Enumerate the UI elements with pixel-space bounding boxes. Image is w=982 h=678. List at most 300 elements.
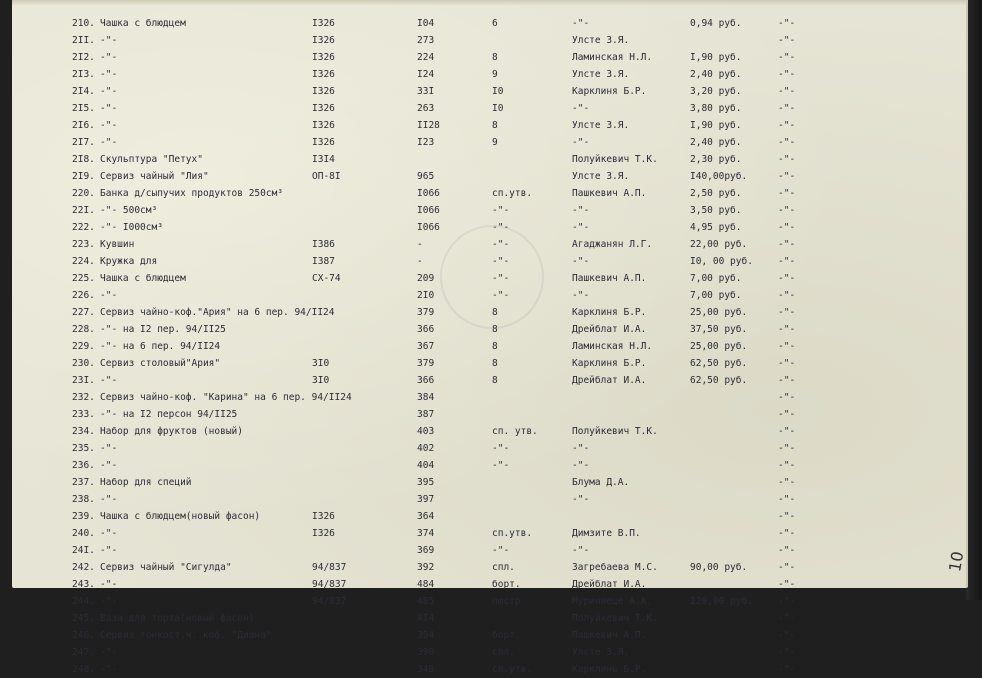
- author-name: -"-: [572, 460, 590, 471]
- author-name: -"-: [572, 545, 590, 556]
- article-code: I326: [312, 18, 335, 29]
- item-name: -"-: [100, 664, 118, 675]
- remark: -"-: [778, 273, 796, 284]
- row-number: 2I9.: [72, 171, 95, 182]
- price: 3,20 руб.: [690, 86, 742, 97]
- table-row: [12, 134, 968, 151]
- price: I0, 00 руб.: [690, 256, 753, 267]
- row-number: 22I.: [72, 205, 95, 216]
- item-name: Сервиз чайно-коф."Ария" на 6 пер. 94/II24: [100, 307, 335, 318]
- author-name: Пашкевич А.П.: [572, 273, 647, 284]
- row-number: 225.: [72, 273, 95, 284]
- item-name: Чашка с блюдцем: [100, 273, 186, 284]
- decoration-type: 9: [492, 137, 498, 148]
- table-row: [12, 219, 968, 236]
- author-name: Дрейблат И.А.: [572, 324, 647, 335]
- table-row: [12, 236, 968, 253]
- row-number: 239.: [72, 511, 95, 522]
- model-number: 374: [417, 528, 435, 539]
- price: 25,00 руб.: [690, 307, 748, 318]
- article-code: I326: [312, 86, 335, 97]
- model-number: 364: [417, 511, 435, 522]
- item-name: -"-: [100, 120, 118, 131]
- table-row: [12, 491, 968, 508]
- row-number: 226.: [72, 290, 95, 301]
- decoration-type: сп.утв.: [492, 664, 533, 675]
- row-number: 242.: [72, 562, 95, 573]
- decoration-type: I0: [492, 86, 504, 97]
- author-name: -"-: [572, 18, 590, 29]
- item-name: -"-: [100, 596, 118, 607]
- decoration-type: борт.: [492, 630, 521, 641]
- item-name: -"- 500см³: [100, 205, 158, 216]
- article-code: 3I0: [312, 358, 330, 369]
- model-number: 369: [417, 545, 435, 556]
- item-name: Набор для специй: [100, 477, 192, 488]
- model-number: I066: [417, 205, 440, 216]
- item-name: Набор для фруктов (новый): [100, 426, 243, 437]
- author-name: Карклиня Б.Р.: [572, 358, 647, 369]
- author-name: Пашкевич А.П.: [572, 630, 647, 641]
- article-code: I326: [312, 52, 335, 63]
- model-number: -: [417, 256, 423, 267]
- row-number: 244.: [72, 596, 95, 607]
- table-row: [12, 185, 968, 202]
- row-number: 236.: [72, 460, 95, 471]
- item-name: -"-: [100, 86, 118, 97]
- table-row: [12, 559, 968, 576]
- author-name: Полуйкевич Т.К.: [572, 426, 658, 437]
- table-row: [12, 83, 968, 100]
- author-name: Муриниеце А.А.: [572, 596, 653, 607]
- model-number: 2I0: [417, 290, 435, 301]
- row-number: 24I.: [72, 545, 95, 556]
- row-number: 2I6.: [72, 120, 95, 131]
- item-name: -"-: [100, 290, 118, 301]
- decoration-type: 8: [492, 52, 498, 63]
- page-number: 10: [945, 549, 968, 574]
- remark: -"-: [778, 171, 796, 182]
- price: 62,50 руб.: [690, 358, 748, 369]
- model-number: 366: [417, 324, 435, 335]
- author-name: -"-: [572, 205, 590, 216]
- decoration-type: сп. утв.: [492, 426, 538, 437]
- table-row: [12, 304, 968, 321]
- model-number: II28: [417, 120, 440, 131]
- decoration-type: сп.утв.: [492, 528, 533, 539]
- table-row: [12, 372, 968, 389]
- remark: -"-: [778, 664, 796, 675]
- row-number: 233.: [72, 409, 95, 420]
- table-row: [12, 474, 968, 491]
- article-code: I326: [312, 528, 335, 539]
- remark: -"-: [778, 188, 796, 199]
- decoration-type: 8: [492, 358, 498, 369]
- price: 0,94 руб.: [690, 18, 742, 29]
- remark: -"-: [778, 426, 796, 437]
- item-name: -"-: [100, 494, 118, 505]
- remark: -"-: [778, 358, 796, 369]
- table-row: [12, 644, 968, 661]
- item-name: Скульптура "Петух": [100, 154, 203, 165]
- table-row: [12, 338, 968, 355]
- author-name: Улсте З.Я.: [572, 647, 630, 658]
- item-name: Банка д/сыпучих продуктов 250см³: [100, 188, 284, 199]
- author-name: Ламинская Н.Л.: [572, 52, 653, 63]
- model-number: 379: [417, 307, 435, 318]
- table-row: [12, 270, 968, 287]
- price: 7,00 руб.: [690, 290, 742, 301]
- price: I40,00руб.: [690, 171, 748, 182]
- decoration-type: 9: [492, 69, 498, 80]
- author-name: Карклиня Б.Р.: [572, 307, 647, 318]
- price: I,90 руб.: [690, 52, 742, 63]
- item-name: -"- на 6 пер. 94/II24: [100, 341, 221, 352]
- table-row: [12, 440, 968, 457]
- author-name: Карклиня Б.Р.: [572, 86, 647, 97]
- price: 90,00 руб.: [690, 562, 748, 573]
- model-number: I04: [417, 18, 435, 29]
- table-row: [12, 525, 968, 542]
- author-name: Димзите В.П.: [572, 528, 641, 539]
- item-name: -"- I000см³: [100, 222, 163, 233]
- remark: -"-: [778, 18, 796, 29]
- remark: -"-: [778, 647, 796, 658]
- row-number: 238.: [72, 494, 95, 505]
- author-name: -"-: [572, 290, 590, 301]
- item-name: -"-: [100, 69, 118, 80]
- table-row: [12, 610, 968, 627]
- model-number: 395: [417, 477, 435, 488]
- price: 25,00 руб.: [690, 341, 748, 352]
- decoration-type: 8: [492, 341, 498, 352]
- row-number: 248.: [72, 664, 95, 675]
- remark: -"-: [778, 307, 796, 318]
- model-number: 4I4: [417, 613, 435, 624]
- item-name: -"-: [100, 443, 118, 454]
- price: 2,30 руб.: [690, 154, 742, 165]
- model-number: -: [417, 239, 423, 250]
- item-name: Ваза для торта(новый фасон): [100, 613, 255, 624]
- remark: -"-: [778, 256, 796, 267]
- remark: -"-: [778, 375, 796, 386]
- article-code: СХ-74: [312, 273, 341, 284]
- article-code: I387: [312, 256, 335, 267]
- row-number: 223.: [72, 239, 95, 250]
- remark: -"-: [778, 477, 796, 488]
- article-code: I326: [312, 120, 335, 131]
- author-name: Полуйкевич Т.К.: [572, 154, 658, 165]
- table-row: [12, 457, 968, 474]
- model-number: 390: [417, 647, 435, 658]
- author-name: -"-: [572, 494, 590, 505]
- row-number: 234.: [72, 426, 95, 437]
- author-name: Агаджанян Л.Г.: [572, 239, 653, 250]
- row-number: 220.: [72, 188, 95, 199]
- item-name: Кувшин: [100, 239, 135, 250]
- remark: -"-: [778, 630, 796, 641]
- item-name: Сервиз тонкост.ч. коф. "Диана": [100, 630, 272, 641]
- model-number: 367: [417, 341, 435, 352]
- model-number: I23: [417, 137, 435, 148]
- table-row: [12, 49, 968, 66]
- row-number: 229.: [72, 341, 95, 352]
- price: 62,50 руб.: [690, 375, 748, 386]
- item-name: Сервиз чайный "Сигулда": [100, 562, 232, 573]
- decoration-type: спл.: [492, 647, 515, 658]
- author-name: Ламинская Н.Л.: [572, 341, 653, 352]
- decoration-type: -"-: [492, 256, 510, 267]
- table-row: [12, 389, 968, 406]
- table-row: [12, 100, 968, 117]
- author-name: Полуйкевич Т.К.: [572, 613, 658, 624]
- item-name: -"-: [100, 137, 118, 148]
- remark: -"-: [778, 35, 796, 46]
- remark: -"-: [778, 120, 796, 131]
- remark: -"-: [778, 460, 796, 471]
- row-number: 2I4.: [72, 86, 95, 97]
- row-number: 23I.: [72, 375, 95, 386]
- model-number: 394: [417, 630, 435, 641]
- author-name: -"-: [572, 222, 590, 233]
- table-row: [12, 287, 968, 304]
- remark: -"-: [778, 103, 796, 114]
- item-name: Сервиз чайно-коф. "Карина" на 6 пер. 94/II24: [100, 392, 352, 403]
- row-number: 237.: [72, 477, 95, 488]
- decoration-type: I0: [492, 103, 504, 114]
- article-code: I3I4: [312, 154, 335, 165]
- remark: -"-: [778, 409, 796, 420]
- remark: -"-: [778, 562, 796, 573]
- row-number: 240.: [72, 528, 95, 539]
- article-code: 94/837: [312, 579, 347, 590]
- author-name: Улсте З.Я.: [572, 171, 630, 182]
- table-row: [12, 66, 968, 83]
- decoration-type: сп.утв.: [492, 188, 533, 199]
- row-number: 2I8.: [72, 154, 95, 165]
- remark: -"-: [778, 290, 796, 301]
- remark: -"-: [778, 545, 796, 556]
- author-name: -"-: [572, 137, 590, 148]
- price: 7,00 руб.: [690, 273, 742, 284]
- remark: -"-: [778, 494, 796, 505]
- author-name: Загребаева М.С.: [572, 562, 658, 573]
- remark: -"-: [778, 613, 796, 624]
- article-code: I326: [312, 69, 335, 80]
- remark: -"-: [778, 137, 796, 148]
- remark: -"-: [778, 86, 796, 97]
- table-row: [12, 406, 968, 423]
- row-number: 230.: [72, 358, 95, 369]
- decoration-type: -"-: [492, 460, 510, 471]
- remark: -"-: [778, 596, 796, 607]
- model-number: 33I: [417, 86, 435, 97]
- author-name: Улсте З.Я.: [572, 120, 630, 131]
- decoration-type: люстр: [492, 596, 521, 607]
- table-row: [12, 627, 968, 644]
- row-number: 2II.: [72, 35, 95, 46]
- author-name: Дрейблат И.А.: [572, 375, 647, 386]
- document-page: [12, 0, 968, 675]
- table-row: [12, 202, 968, 219]
- decoration-type: 8: [492, 120, 498, 131]
- article-code: I326: [312, 35, 335, 46]
- decoration-type: -"-: [492, 205, 510, 216]
- model-number: 348: [417, 664, 435, 675]
- row-number: 224.: [72, 256, 95, 267]
- remark: -"-: [778, 239, 796, 250]
- price: 2,40 руб.: [690, 69, 742, 80]
- item-name: -"- на I2 пер. 94/II25: [100, 324, 226, 335]
- model-number: 387: [417, 409, 435, 420]
- model-number: 273: [417, 35, 435, 46]
- table-row: [12, 253, 968, 270]
- item-name: -"-: [100, 460, 118, 471]
- author-name: Улсте З.Я.: [572, 69, 630, 80]
- price: I20,00 руб.: [690, 596, 753, 607]
- article-code: I326: [312, 103, 335, 114]
- row-number: 235.: [72, 443, 95, 454]
- decoration-type: 8: [492, 375, 498, 386]
- row-number: 210.: [72, 18, 95, 29]
- item-name: -"-: [100, 579, 118, 590]
- item-name: -"-: [100, 647, 118, 658]
- model-number: I066: [417, 222, 440, 233]
- decoration-type: -"-: [492, 545, 510, 556]
- author-name: Пашкевич А.П.: [572, 188, 647, 199]
- paper-top-edge: [12, 0, 968, 6]
- price: 2,40 руб.: [690, 137, 742, 148]
- article-code: 94/837: [312, 596, 347, 607]
- article-code: 94/837: [312, 562, 347, 573]
- table-row: [12, 508, 968, 525]
- row-number: 228.: [72, 324, 95, 335]
- decoration-type: -"-: [492, 222, 510, 233]
- row-number: 232.: [72, 392, 95, 403]
- row-number: 2I2.: [72, 52, 95, 63]
- decoration-type: 8: [492, 324, 498, 335]
- row-number: 247.: [72, 647, 95, 658]
- author-name: Дрейблат И.А.: [572, 579, 647, 590]
- price: 4,95 руб.: [690, 222, 742, 233]
- article-code: ОП-8I: [312, 171, 341, 182]
- model-number: 392: [417, 562, 435, 573]
- model-number: 403: [417, 426, 435, 437]
- price: I,90 руб.: [690, 120, 742, 131]
- model-number: I24: [417, 69, 435, 80]
- model-number: 366: [417, 375, 435, 386]
- decoration-type: -"-: [492, 443, 510, 454]
- model-number: 404: [417, 460, 435, 471]
- decoration-type: -"-: [492, 290, 510, 301]
- model-number: 263: [417, 103, 435, 114]
- remark: -"-: [778, 222, 796, 233]
- item-name: Чашка с блюдцем: [100, 18, 186, 29]
- table-row: [12, 15, 968, 32]
- model-number: 397: [417, 494, 435, 505]
- remark: -"-: [778, 205, 796, 216]
- author-name: Улсте З.Я.: [572, 35, 630, 46]
- binder-edge: [966, 0, 982, 600]
- model-number: 965: [417, 171, 435, 182]
- item-name: -"-: [100, 35, 118, 46]
- remark: -"-: [778, 528, 796, 539]
- remark: -"-: [778, 443, 796, 454]
- table-row: [12, 355, 968, 372]
- author-name: Карклинь Б.Р.: [572, 664, 647, 675]
- decoration-type: 8: [492, 307, 498, 318]
- remark: -"-: [778, 52, 796, 63]
- item-name: -"-: [100, 52, 118, 63]
- remark: -"-: [778, 341, 796, 352]
- decoration-type: борт.: [492, 579, 521, 590]
- remark: -"-: [778, 579, 796, 590]
- price: 2,50 руб.: [690, 188, 742, 199]
- item-name: -"-: [100, 528, 118, 539]
- remark: -"-: [778, 69, 796, 80]
- row-number: 245.: [72, 613, 95, 624]
- item-name: -"-: [100, 375, 118, 386]
- item-name: -"-: [100, 545, 118, 556]
- author-name: -"-: [572, 443, 590, 454]
- table-row: [12, 576, 968, 593]
- table-row: [12, 661, 968, 678]
- author-name: -"-: [572, 103, 590, 114]
- price: 22,00 руб.: [690, 239, 748, 250]
- row-number: 2I3.: [72, 69, 95, 80]
- row-number: 227.: [72, 307, 95, 318]
- model-number: 379: [417, 358, 435, 369]
- model-number: 224: [417, 52, 435, 63]
- article-code: 3I0: [312, 375, 330, 386]
- table-row: [12, 32, 968, 49]
- article-code: I326: [312, 511, 335, 522]
- model-number: 484: [417, 579, 435, 590]
- item-name: Сервиз столовый"Ария": [100, 358, 221, 369]
- decoration-type: спл.: [492, 562, 515, 573]
- decoration-type: -"-: [492, 273, 510, 284]
- row-number: 222.: [72, 222, 95, 233]
- item-name: -"- на I2 персон 94/II25: [100, 409, 238, 420]
- item-name: Кружка для: [100, 256, 158, 267]
- table-row: [12, 117, 968, 134]
- model-number: 209: [417, 273, 435, 284]
- item-name: Сервиз чайный "Лия": [100, 171, 209, 182]
- decoration-type: -"-: [492, 239, 510, 250]
- row-number: 2I7.: [72, 137, 95, 148]
- price: 37,50 руб.: [690, 324, 748, 335]
- model-number: 485: [417, 596, 435, 607]
- table-row: [12, 542, 968, 559]
- remark: -"-: [778, 154, 796, 165]
- price: 3,50 руб.: [690, 205, 742, 216]
- table-row: [12, 423, 968, 440]
- item-name: Чашка с блюдцем(новый фасон): [100, 511, 261, 522]
- decoration-type: 6: [492, 18, 498, 29]
- model-number: 384: [417, 392, 435, 403]
- row-number: 246.: [72, 630, 95, 641]
- remark: -"-: [778, 324, 796, 335]
- table-row: [12, 151, 968, 168]
- price: 3,80 руб.: [690, 103, 742, 114]
- remark: -"-: [778, 392, 796, 403]
- table-row: [12, 321, 968, 338]
- table-row: [12, 593, 968, 610]
- row-number: 243.: [72, 579, 95, 590]
- remark: -"-: [778, 511, 796, 522]
- model-number: I066: [417, 188, 440, 199]
- item-name: -"-: [100, 103, 118, 114]
